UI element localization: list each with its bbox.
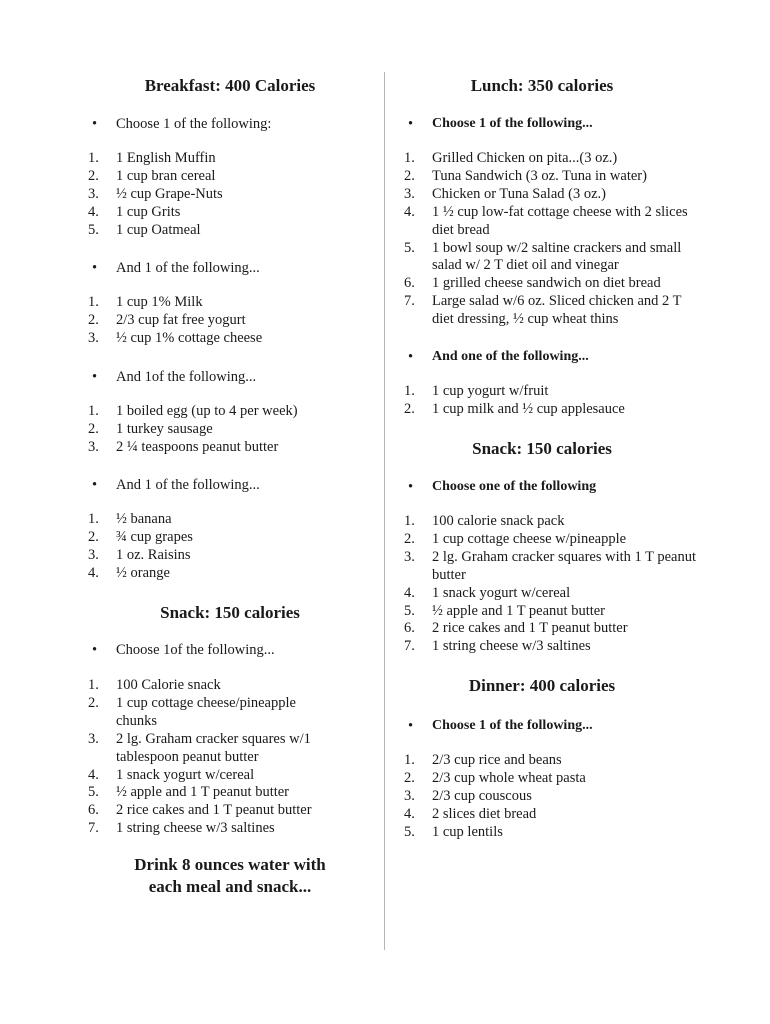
list-number: 4.: [404, 584, 415, 601]
list-number: 5.: [88, 221, 99, 238]
list-item: [88, 820, 328, 838]
list-item-text: 1 snack yogurt w/cereal: [432, 584, 571, 601]
list-item-text: ½ apple and 1 T peanut butter: [116, 784, 290, 801]
list-number: 3.: [88, 185, 99, 202]
list-item-text: 1 oz. Raisins: [116, 546, 191, 563]
bullet-icon: •: [92, 116, 98, 132]
list-number: 1.: [88, 150, 99, 166]
list-item: [88, 312, 328, 330]
list-item-text: 1 grilled cheese sandwich on diet bread: [432, 275, 661, 292]
list-number: 2.: [404, 400, 415, 417]
list-number: 3.: [88, 546, 99, 563]
list-number: 3.: [88, 329, 99, 346]
list-item-text: 1 cup 1% Milk: [116, 294, 203, 310]
list-item: [404, 275, 704, 293]
list-item-text: 2 lg. Graham cracker squares with 1 T peanut butter: [432, 548, 697, 583]
list-item: [404, 150, 704, 168]
list-number: 7.: [404, 638, 415, 655]
list-number: 5.: [88, 784, 99, 801]
list-item-text: 1 cup Grits: [116, 203, 181, 220]
list-item: [88, 222, 328, 240]
list-number: 3.: [404, 787, 415, 804]
list-number: 2.: [404, 769, 415, 786]
snack-heading: Snack: 150 calories: [160, 603, 300, 622]
list-item: [404, 806, 704, 824]
list-number: 3.: [88, 730, 99, 747]
list-number: 2.: [404, 530, 415, 547]
list-number: 2.: [88, 528, 99, 545]
list-item: [404, 186, 704, 204]
list-item: [88, 403, 328, 421]
list-item: [88, 529, 328, 547]
list-number: 4.: [88, 203, 99, 220]
list-item: [88, 330, 328, 348]
bullet-icon: •: [92, 369, 98, 385]
list-item-text: 2/3 cup rice and beans: [432, 752, 562, 768]
list-item-text: ½ orange: [116, 564, 170, 581]
bullet-icon: •: [408, 349, 414, 365]
list-item-text: 2 rice cakes and 1 T peanut butter: [432, 620, 628, 637]
list-item: [404, 788, 704, 806]
list-number: 2.: [88, 420, 99, 437]
list-number: 4.: [88, 766, 99, 783]
list-item-text: 1 bowl soup w/2 saltine crackers and small salad w/ 2 T diet oil and vinegar: [432, 239, 682, 274]
list-item: [88, 784, 328, 802]
list-number: 3.: [404, 185, 415, 202]
list-number: 6.: [404, 275, 415, 292]
breakfast-heading: Breakfast: 400 Calories: [144, 76, 316, 95]
list-item: [88, 168, 328, 186]
list-number: 1.: [88, 677, 99, 693]
list-item-text: 2 slices diet bread: [432, 805, 537, 822]
list-number: 2.: [404, 167, 415, 184]
list-item: [88, 802, 328, 820]
list-item: [88, 294, 328, 312]
bullet-icon: •: [92, 260, 98, 276]
list-item: [404, 401, 704, 419]
list-item: [88, 565, 328, 583]
list-item-text: 1 cup cottage cheese/pineapple chunks: [116, 694, 296, 729]
list-item-text: 1 cup bran cereal: [116, 167, 216, 184]
list-number: 2.: [88, 167, 99, 184]
list-item-text: ½ apple and 1 T peanut butter: [432, 602, 606, 619]
list-item: [404, 293, 704, 329]
list-item: [404, 770, 704, 788]
list-item: [88, 767, 328, 785]
list-item-text: 1 cup lentils: [432, 823, 503, 840]
list-item-text: Large salad w/6 oz. Sliced chicken and 2 T diet dressing, ½ cup wheat thins: [432, 293, 682, 328]
bullet-icon: •: [92, 477, 98, 493]
water-reminder: Drink 8 ounces water with each meal and snack...: [134, 855, 326, 896]
list-item-text: ¾ cup grapes: [116, 528, 193, 545]
list-number: 5.: [404, 239, 415, 256]
list-item-text: Grilled Chicken on pita...(3 oz.): [432, 150, 618, 166]
lunch-list-2: [404, 383, 704, 419]
list-number: 2.: [88, 311, 99, 328]
list-number: 6.: [404, 620, 415, 637]
list-item-text: 1 cup Oatmeal: [116, 221, 201, 238]
list-number: 1.: [404, 383, 415, 399]
list-item-text: 1 string cheese w/3 saltines: [116, 820, 275, 837]
list-item: [88, 186, 328, 204]
bullet-icon: •: [408, 718, 414, 734]
bullet-icon: •: [92, 642, 98, 658]
list-number: 1.: [88, 294, 99, 310]
list-item-text: 1 snack yogurt w/cereal: [116, 766, 255, 783]
list-item: [404, 204, 704, 240]
list-number: 4.: [88, 564, 99, 581]
list-number: 2.: [88, 694, 99, 711]
snack-heading-right: Snack: 150 calories: [472, 439, 612, 458]
list-item-text: 1 boiled egg (up to 4 per week): [116, 403, 298, 419]
breakfast-list-4: [88, 511, 328, 583]
list-item-text: 1 turkey sausage: [116, 420, 213, 437]
list-number: 4.: [404, 805, 415, 822]
breakfast-list-2: [88, 294, 328, 348]
list-item-text: 2/3 cup whole wheat pasta: [432, 769, 586, 786]
list-item: [88, 439, 328, 457]
list-number: 4.: [404, 203, 415, 220]
list-item-text: Chicken or Tuna Salad (3 oz.): [432, 185, 606, 202]
column-divider: [384, 72, 385, 950]
list-number: 1.: [88, 511, 99, 527]
snack-list-right: [404, 513, 704, 656]
list-item-text: 2/3 cup fat free yogurt: [116, 311, 246, 328]
list-item-text: 100 Calorie snack: [116, 677, 221, 693]
list-item: [88, 677, 328, 695]
list-item: [404, 531, 704, 549]
list-item: [404, 549, 704, 585]
list-item: [404, 824, 704, 842]
list-item: [404, 603, 704, 621]
list-item: [404, 752, 704, 770]
list-number: 5.: [404, 602, 415, 619]
list-item-text: 1 English Muffin: [116, 150, 216, 166]
bullet-icon: •: [408, 116, 414, 132]
list-item-text: 2 lg. Graham cracker squares w/1 tablespoon peanut butter: [116, 730, 311, 765]
list-number: 7.: [88, 820, 99, 837]
list-number: 3.: [88, 438, 99, 455]
list-item: [88, 204, 328, 222]
list-item: [88, 695, 328, 731]
list-item: [404, 168, 704, 186]
list-number: 1.: [88, 403, 99, 419]
list-number: 1.: [404, 752, 415, 768]
dinner-list: [404, 752, 704, 842]
list-item-text: ½ cup Grape-Nuts: [116, 185, 223, 202]
list-item-text: ½ cup 1% cottage cheese: [116, 329, 263, 346]
list-item: [404, 383, 704, 401]
list-item-text: 1 ½ cup low-fat cottage cheese with 2 slices diet bread: [432, 203, 688, 238]
list-item-text: 1 string cheese w/3 saltines: [432, 638, 591, 655]
snack-list: [88, 677, 328, 838]
list-item-text: ½ banana: [116, 511, 172, 527]
list-item-text: 2/3 cup couscous: [432, 787, 532, 804]
list-item: [88, 511, 328, 529]
list-number: 1.: [404, 513, 415, 529]
list-item-text: Tuna Sandwich (3 oz. Tuna in water): [432, 167, 647, 184]
list-number: 1.: [404, 150, 415, 166]
list-item: [88, 547, 328, 565]
list-item: [404, 638, 704, 656]
list-item: [404, 620, 704, 638]
lunch-heading: Lunch: 350 calories: [470, 76, 614, 95]
list-item-text: 2 rice cakes and 1 T peanut butter: [116, 802, 312, 819]
list-item-text: 1 cup yogurt w/fruit: [432, 383, 549, 399]
breakfast-list-3: [88, 403, 328, 457]
list-number: 3.: [404, 548, 415, 565]
list-item: [404, 240, 704, 276]
list-item: [88, 421, 328, 439]
list-number: 6.: [88, 802, 99, 819]
list-number: 7.: [404, 293, 415, 310]
list-number: 5.: [404, 823, 415, 840]
list-item: [404, 585, 704, 603]
list-item-text: 2 ¼ teaspoons peanut butter: [116, 438, 279, 455]
list-item: [404, 513, 704, 531]
breakfast-list-1: [88, 150, 328, 240]
list-item-text: 100 calorie snack pack: [432, 513, 565, 529]
list-item: [88, 731, 328, 767]
list-item: [88, 150, 328, 168]
lunch-list-1: [404, 150, 704, 329]
list-item-text: 1 cup milk and ½ cup applesauce: [432, 400, 625, 417]
bullet-icon: •: [408, 479, 414, 495]
dinner-heading: Dinner: 400 calories: [468, 676, 616, 695]
list-item-text: 1 cup cottage cheese w/pineapple: [432, 530, 627, 547]
